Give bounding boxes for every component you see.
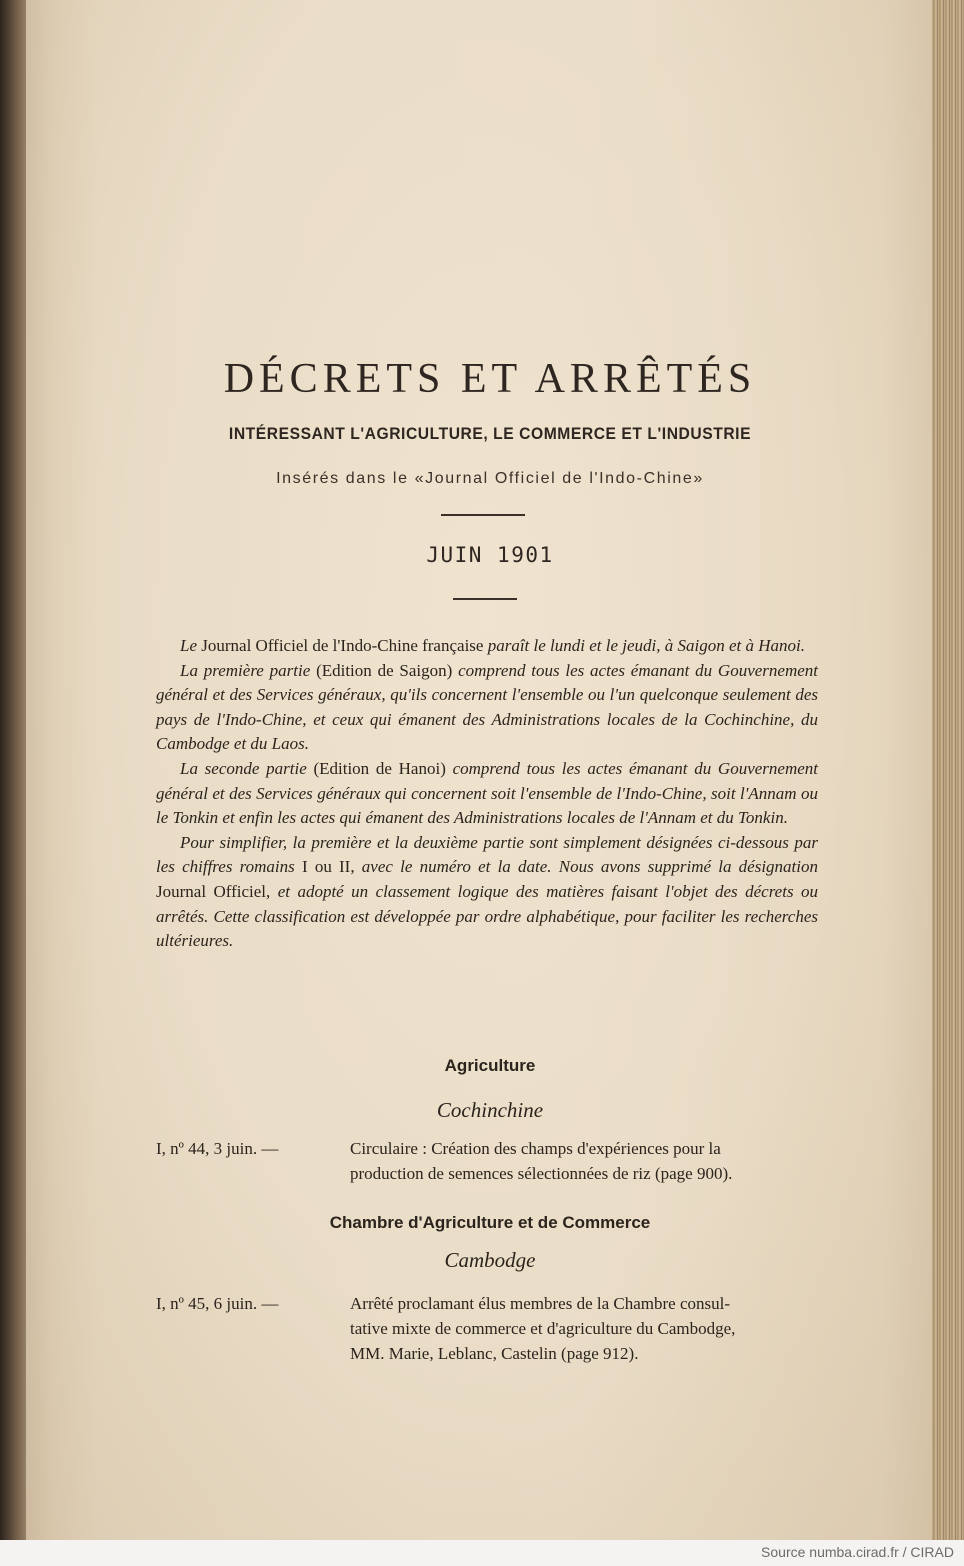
entry-line: Circulaire : Création des champs d'expériences pour la bbox=[350, 1139, 721, 1158]
source-credit: Source numba.cirad.fr / CIRAD bbox=[761, 1544, 954, 1560]
region-heading-cochinchine: Cochinchine bbox=[436, 1098, 544, 1122]
intro-run: avec le numéro et la date. Nous avons supprimé la désignation bbox=[361, 857, 818, 877]
entry-reference: I, nº 44, 3 juin. — bbox=[156, 1139, 279, 1158]
intro-run: (Edition de Saigon) bbox=[316, 660, 459, 680]
entry-line: Arrêté proclamant élus membres de la Chambre consul- bbox=[350, 1294, 731, 1313]
intro-run: Journal Officiel de l'Indo-Chine française bbox=[201, 636, 488, 655]
intro-paragraph bbox=[156, 634, 818, 659]
intro-run: et adopté un classement logique des matières faisant l'objet des décrets ou arrêtés. Cette classification est développée par ordre alphabétique, pour faciliter les recherches ultérieures. bbox=[156, 881, 818, 951]
decree-entry bbox=[156, 1291, 820, 1366]
right-page-stack bbox=[932, 0, 964, 1540]
intro-paragraph bbox=[156, 757, 818, 831]
intro-run: comprend tous les actes émanant du Gouvernement général et des Services généraux qui concernent soit l'ensemble de l'Indo-Chine, soit l'Annam ou le Tonkin et enfin les actes qui émanent des Administrations locales de l'Annam et du Tonkin. bbox=[156, 758, 819, 828]
intro-run: Pour simplifier, la première et la deuxième partie sont simplement désignées ci-dessous par les chiffres romains bbox=[156, 832, 818, 877]
intro-run: paraît le lundi et le jeudi, à Saigon et à Hanoi. bbox=[487, 636, 806, 655]
intro-run: La seconde partie bbox=[180, 758, 314, 778]
entry-line: tative mixte de commerce et d'agriculture du Cambodge, bbox=[350, 1319, 736, 1338]
intro-run: comprend tous les actes émanant du Gouvernement général et des Services généraux, qu'ils concernent l'ensemble ou l'un quelconque seulement des pays de l'Indo-Chine, et ceux qui émanent des Administrations locales de la Cochinchine, du Cambodge et du Laos. bbox=[156, 660, 818, 754]
section-heading-agriculture: Agriculture bbox=[444, 1056, 536, 1075]
intro-text bbox=[156, 634, 818, 954]
section-heading-chambre: Chambre d'Agriculture et de Commerce bbox=[329, 1213, 651, 1232]
intro-run: Journal Officiel, bbox=[156, 881, 278, 901]
intro-paragraph bbox=[156, 659, 818, 757]
entry-text bbox=[350, 1136, 820, 1186]
book-page bbox=[26, 0, 938, 1540]
entry-line: MM. Marie, Leblanc, Castelin (page 912). bbox=[350, 1344, 639, 1363]
intro-run: Le bbox=[180, 636, 202, 655]
entry-line: production de semences sélectionnées de riz (page 900). bbox=[350, 1164, 733, 1183]
divider-rule bbox=[453, 598, 517, 600]
entry-reference: I, nº 45, 6 juin. — bbox=[156, 1294, 279, 1313]
intro-paragraph bbox=[156, 831, 818, 954]
intro-run: I ou II, bbox=[301, 857, 362, 877]
intro-run: (Edition de Hanoi) bbox=[313, 758, 453, 778]
divider-rule bbox=[441, 514, 525, 516]
entry-text bbox=[350, 1291, 820, 1366]
region-heading-cambodge: Cambodge bbox=[444, 1248, 536, 1272]
inserted-note: Insérés dans le «Journal Officiel de l'Indo-Chine» bbox=[276, 470, 704, 487]
page-title: DÉCRETS ET ARRÊTÉS bbox=[223, 356, 757, 402]
decree-entry bbox=[156, 1136, 820, 1186]
intro-run: La première partie bbox=[180, 660, 317, 680]
page-subtitle: INTÉRESSANT L'AGRICULTURE, LE COMMERCE ET L'INDUSTRIE bbox=[228, 424, 752, 443]
month-heading: JUIN 1901 bbox=[426, 543, 554, 567]
